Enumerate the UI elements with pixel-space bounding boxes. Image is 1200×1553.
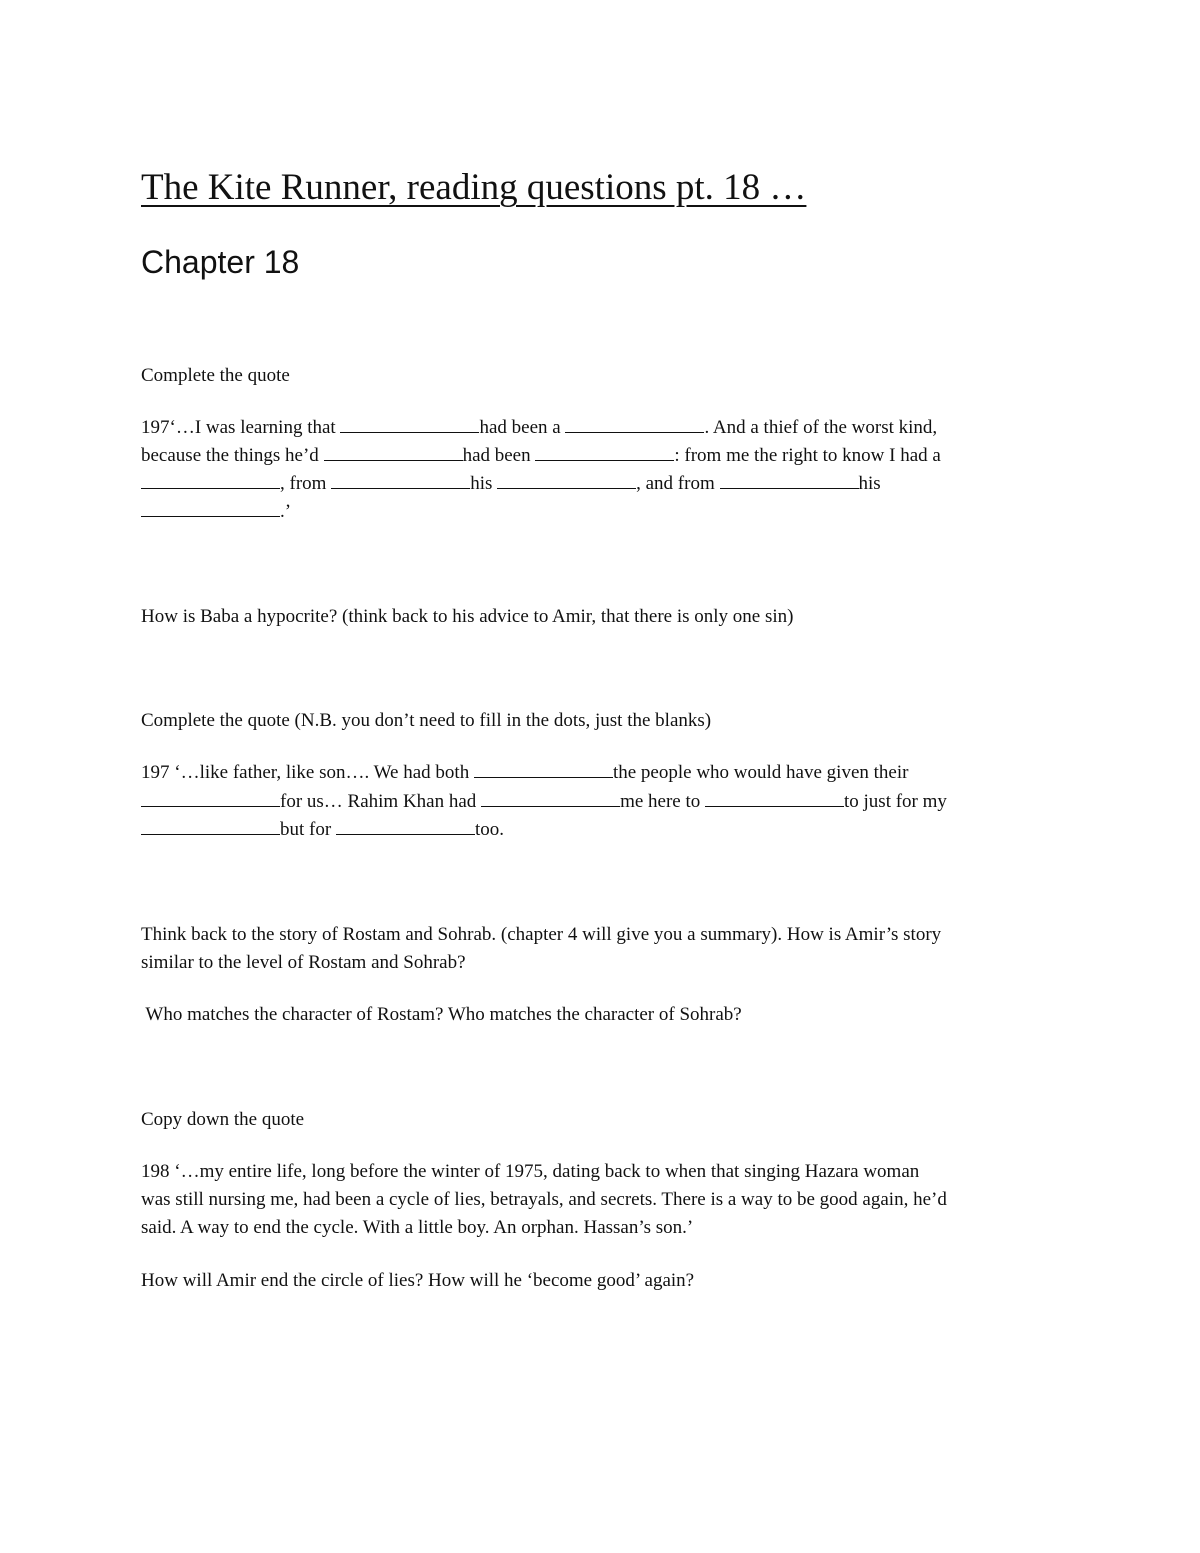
q1-text: because the things he’d xyxy=(141,445,324,466)
q4-line-2: similar to the level of Rostam and Sohrab? xyxy=(141,952,466,973)
q1-text: , and from xyxy=(636,473,720,494)
q3-text: 197 ‘…like father, like son…. We had both xyxy=(141,762,474,783)
q5-quote-line-2: was still nursing me, had been a cycle of lies, betrayals, and secrets. There is a way to be good again, he’d xyxy=(141,1189,947,1210)
fill-blank[interactable] xyxy=(340,416,479,433)
fill-blank[interactable] xyxy=(474,761,613,778)
q3-text: but for xyxy=(280,819,336,840)
q1-quote-line-3 xyxy=(141,470,1071,499)
q1-text: .’ xyxy=(280,501,292,522)
q4-line-1: Think back to the story of Rostam and Sohrab. (chapter 4 will give you a summary). How is Amir’s story xyxy=(141,924,942,945)
q4-line-3: Who matches the character of Rostam? Who matches the character of Sohrab? xyxy=(141,1004,742,1025)
fill-blank[interactable] xyxy=(141,500,280,517)
q5-instruction: Copy down the quote xyxy=(141,1109,305,1130)
fill-blank[interactable] xyxy=(565,416,704,433)
q3-text: the people who would have given their xyxy=(612,762,909,783)
q1-text: . And a thief of the worst kind, xyxy=(704,417,938,438)
q1-text: 197‘…I was learning that xyxy=(141,417,341,438)
fill-blank[interactable] xyxy=(535,444,674,461)
fill-blank[interactable] xyxy=(331,472,470,489)
q2-question: How is Baba a hypocrite? (think back to his advice to Amir, that there is only one sin) xyxy=(141,606,794,627)
q3-text: too. xyxy=(474,819,504,840)
q1-quote-line-4 xyxy=(141,498,1071,527)
q5-quote-line-3: said. A way to end the cycle. With a little boy. An orphan. Hassan’s son.’ xyxy=(141,1217,694,1238)
fill-blank[interactable] xyxy=(720,472,859,489)
q3-quote-line-2 xyxy=(141,788,1071,817)
q1-text: had been xyxy=(462,445,536,466)
q1-text: his xyxy=(858,473,881,494)
q3-text: to just for my xyxy=(844,791,947,812)
fill-blank[interactable] xyxy=(141,818,280,835)
q1-text: his xyxy=(470,473,498,494)
fill-blank[interactable] xyxy=(705,790,844,807)
q3-instruction: Complete the quote (N.B. you don’t need to fill in the dots, just the blanks) xyxy=(141,710,712,731)
q5-question: How will Amir end the circle of lies? How will he ‘become good’ again? xyxy=(141,1270,695,1291)
q3-text: me here to xyxy=(620,791,705,812)
q3-text: for us… Rahim Khan had xyxy=(280,791,482,812)
q3-quote-line-1 xyxy=(141,759,1071,788)
q1-text: : from me the right to know I had a xyxy=(674,445,941,466)
fill-blank[interactable] xyxy=(141,790,280,807)
q1-text: , from xyxy=(280,473,332,494)
fill-blank[interactable] xyxy=(481,790,620,807)
q3-quote-line-3 xyxy=(141,816,1071,845)
fill-blank[interactable] xyxy=(141,472,280,489)
document-title: The Kite Runner, reading questions pt. 18 … xyxy=(141,167,807,208)
q1-quote-line-1 xyxy=(141,414,1071,443)
fill-blank[interactable] xyxy=(324,444,463,461)
fill-blank[interactable] xyxy=(497,472,636,489)
fill-blank[interactable] xyxy=(336,818,475,835)
q5-quote-line-1: 198 ‘…my entire life, long before the winter of 1975, dating back to when that singing Hazara woman xyxy=(141,1161,920,1182)
q1-quote-line-2 xyxy=(141,442,1071,471)
q1-instruction: Complete the quote xyxy=(141,365,290,386)
q1-text: had been a xyxy=(479,417,566,438)
chapter-heading: Chapter 18 xyxy=(141,244,300,280)
